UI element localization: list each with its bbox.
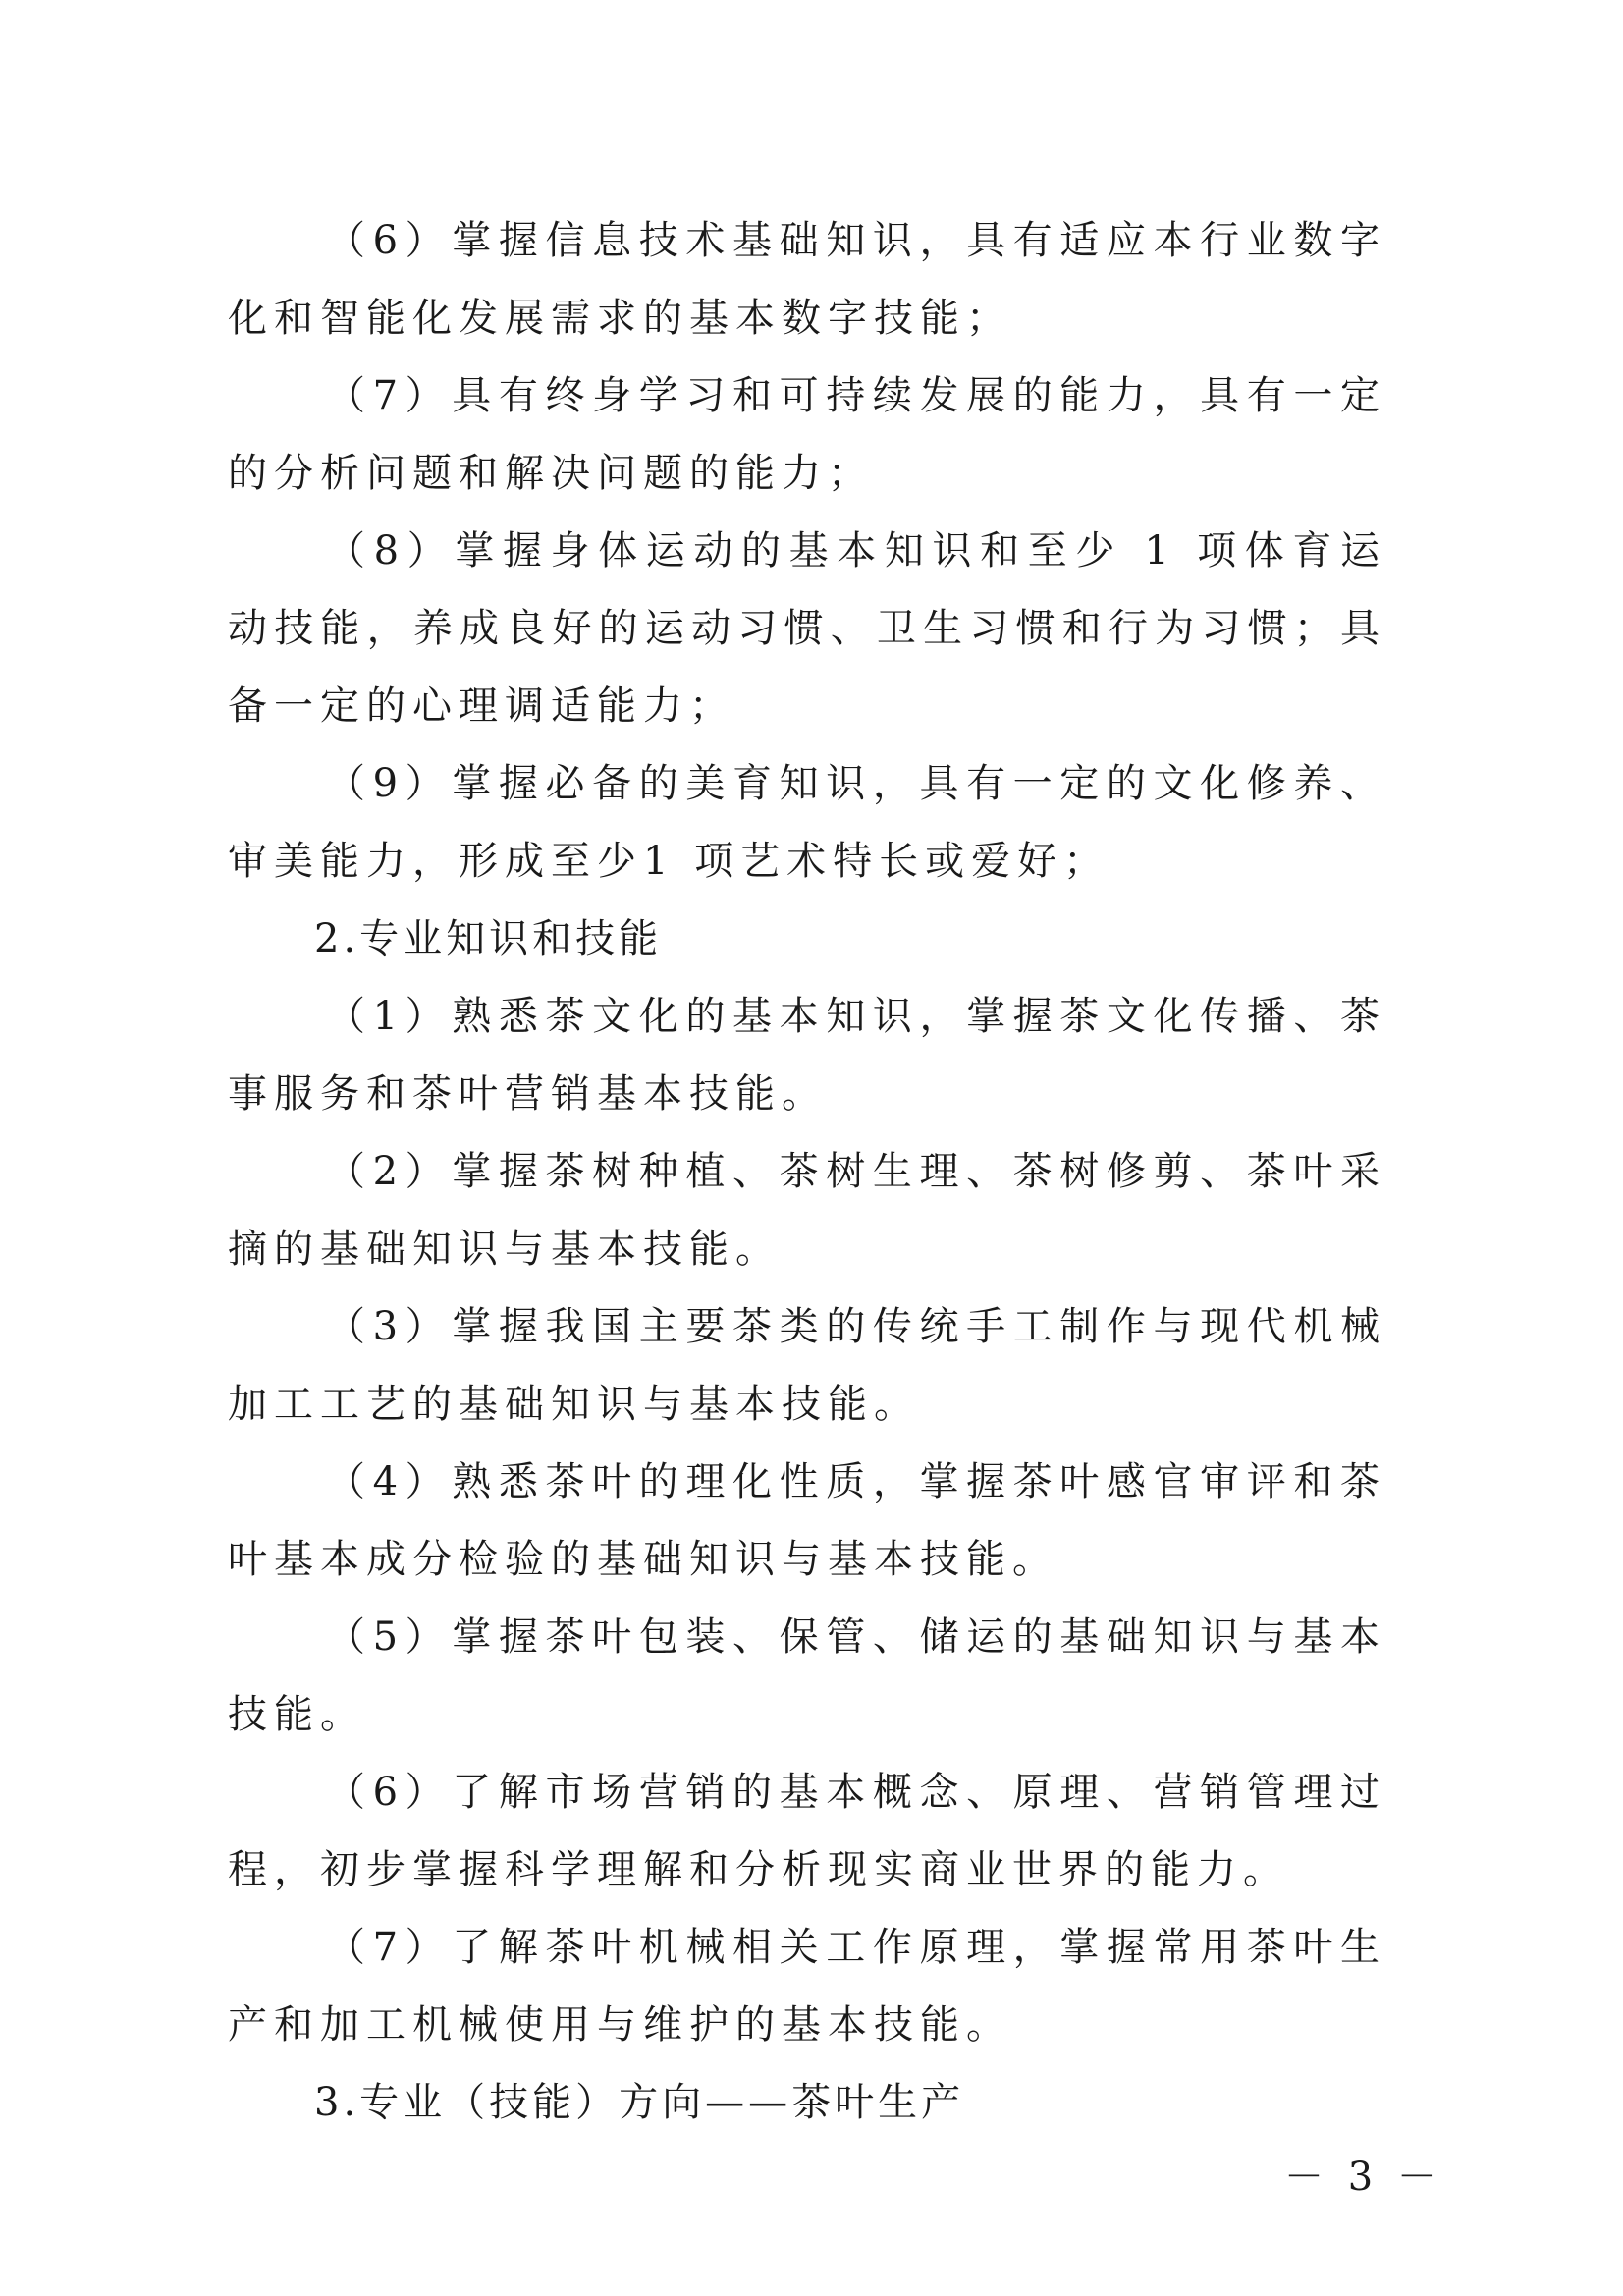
paragraph-skill-7: （7）了解茶叶机械相关工作原理，掌握常用茶叶生产和加工机械使用与维护的基本技能。 — [228, 1925, 1386, 2048]
paragraph-knowledge-6: （6）掌握信息技术基础知识，具有适应本行业数字化和智能化发展需求的基本数字技能； — [228, 218, 1386, 341]
paragraph-knowledge-7: （7）具有终身学习和可持续发展的能力，具有一定的分析问题和解决问题的能力； — [228, 373, 1386, 496]
paragraph-skill-5: （5）掌握茶叶包装、保管、储运的基础知识与基本技能。 — [228, 1614, 1386, 1737]
paragraph-skill-6: （6）了解市场营销的基本概念、原理、营销管理过程，初步掌握科学理解和分析现实商业世界的能力。 — [228, 1770, 1386, 1892]
document-body — [228, 202, 1386, 2142]
paragraph-skill-3: （3）掌握我国主要茶类的传统手工制作与现代机械加工工艺的基础知识与基本技能。 — [228, 1304, 1386, 1427]
paragraph-skill-4: （4）熟悉茶叶的理化性质，掌握茶叶感官审评和茶叶基本成分检验的基础知识与基本技能。 — [228, 1459, 1386, 1582]
paragraph-skill-2: （2）掌握茶树种植、茶树生理、茶树修剪、茶叶采摘的基础知识与基本技能。 — [228, 1149, 1386, 1272]
paragraph-knowledge-9: （9）掌握必备的美育知识，具有一定的文化修养、审美能力，形成至少1 项艺术特长或爱好； — [228, 761, 1386, 884]
paragraph-skill-1: （1）熟悉茶文化的基本知识，掌握茶文化传播、茶事服务和茶叶营销基本技能。 — [228, 994, 1386, 1117]
paragraph-knowledge-8: （8）掌握身体运动的基本知识和至少 1 项体育运动技能，养成良好的运动习惯、卫生习惯和行为习惯；具备一定的心理调适能力； — [228, 528, 1386, 729]
page-number: － 3 － — [1284, 2155, 1442, 2200]
section-heading-professional-skills: 2.专业知识和技能 — [314, 916, 663, 961]
section-heading-tea-production: 3.专业（技能）方向——茶叶生产 — [314, 2080, 965, 2125]
